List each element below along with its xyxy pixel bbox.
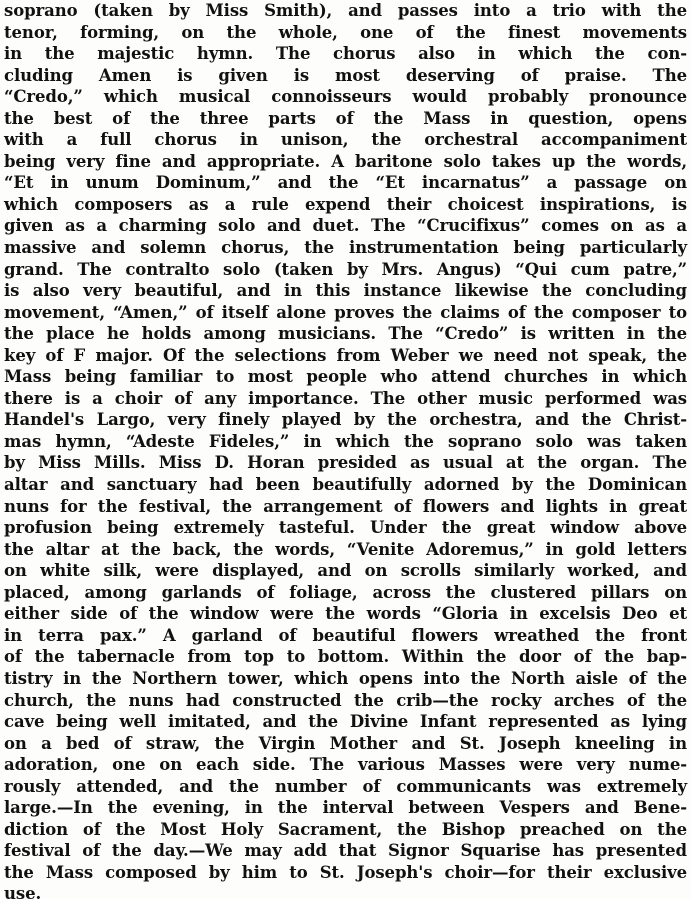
- article-line: large.—In the evening, in the interval between Vespers and Bene-: [4, 798, 687, 818]
- article-line: mas hymn, “Adeste Fideles,” in which the soprano solo was taken: [4, 431, 687, 451]
- article-line: on white silk, were displayed, and on scrolls similarly worked, and: [4, 561, 687, 581]
- article-line: with a full chorus in unison, the orchestral accompaniment: [4, 130, 687, 150]
- article-line: given as a charming solo and duet. The “Crucifixus” comes on as a: [4, 216, 687, 236]
- article-line: festival of the day.—We may add that Signor Squarise has presented: [4, 841, 687, 861]
- article-line: use.: [4, 884, 42, 899]
- article-line: the altar at the back, the words, “Venite Adoremus,” in gold letters: [4, 539, 687, 559]
- article-line: “Et in unum Dominum,” and the “Et incarnatus” a passage on: [4, 173, 687, 193]
- article-line: profusion being extremely tasteful. Under the great window above: [4, 518, 687, 538]
- article-line: massive and solemn chorus, the instrumentation being particularly: [4, 238, 687, 258]
- article-line: diction of the Most Holy Sacrament, the Bishop preached on the: [4, 819, 687, 839]
- article-line: “Credo,” which musical connoisseurs would probably pronounce: [4, 87, 687, 107]
- article-line: Mass being familiar to most people who attend churches in which: [4, 367, 687, 387]
- article-line: of the tabernacle from top to bottom. Within the door of the bap-: [4, 647, 687, 667]
- article-line: soprano (taken by Miss Smith), and passes into a trio with the: [4, 1, 687, 20]
- article-line: is also very beautiful, and in this instance likewise the concluding: [4, 281, 687, 301]
- article-line: by Miss Mills. Miss D. Horan presided as usual at the organ. The: [4, 453, 687, 473]
- article-line: which composers as a rule expend their choicest inspirations, is: [4, 194, 687, 214]
- article-line: grand. The contralto solo (taken by Mrs. Angus) “Qui cum patre,”: [4, 259, 687, 279]
- article-line: church, the nuns had constructed the crib—the rocky arches of the: [4, 690, 687, 710]
- article-line: nuns for the festival, the arrangement of flowers and lights in great: [4, 496, 687, 516]
- article-line: tenor, forming, on the whole, one of the finest movements: [4, 22, 687, 42]
- article-column: [4, 0, 687, 899]
- article-line: in terra pax.” A garland of beautiful flowers wreathed the front: [4, 625, 687, 645]
- article-line: there is a choir of any importance. The other music performed was: [4, 388, 687, 408]
- article-line: cave being well imitated, and the Divine Infant represented as lying: [4, 712, 687, 732]
- article-line: cluding Amen is given is most deserving of praise. The: [4, 65, 687, 85]
- article-line: either side of the window were the words “Gloria in excelsis Deo et: [4, 604, 687, 624]
- article-line: the place he holds among musicians. The “Credo” is written in the: [4, 324, 687, 344]
- article-line: on a bed of straw, the Virgin Mother and St. Joseph kneeling in: [4, 733, 687, 753]
- article-line: placed, among garlands of foliage, across the clustered pillars on: [4, 582, 687, 602]
- article-line: movement, “Amen,” of itself alone proves the claims of the composer to: [4, 302, 687, 322]
- article-line: in the majestic hymn. The chorus also in which the con-: [4, 44, 687, 64]
- article-line: tistry in the Northern tower, which opens into the North aisle of the: [4, 668, 687, 688]
- article-line: Handel's Largo, very finely played by the orchestra, and the Christ-: [4, 410, 687, 430]
- article-line: altar and sanctuary had been beautifully adorned by the Dominican: [4, 475, 687, 495]
- article-line: adoration, one on each side. The various Masses were very nume-: [4, 755, 687, 775]
- article-line: key of F major. Of the selections from Weber we need not speak, the: [4, 345, 687, 365]
- article-line: rously attended, and the number of communicants was extremely: [4, 776, 687, 796]
- article-line: the Mass composed by him to St. Joseph's choir—for their exclusive: [4, 862, 687, 882]
- article-line: being very fine and appropriate. A baritone solo takes up the words,: [4, 151, 687, 171]
- article-line: the best of the three parts of the Mass in question, opens: [4, 108, 687, 128]
